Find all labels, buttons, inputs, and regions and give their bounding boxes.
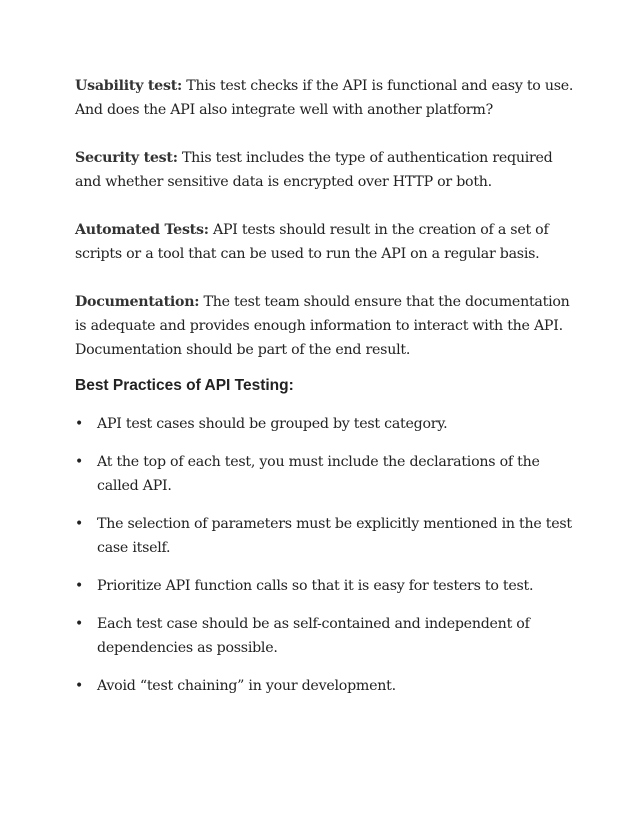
best-practices-list [75, 412, 575, 698]
paragraph-text: This test includes the type of authentication required and whether sensitive data is encrypted over HTTP or both. [75, 150, 553, 190]
list-item-text: The selection of parameters must be explicitly mentioned in the test case itself. [97, 516, 572, 556]
list-item-text: Prioritize API function calls so that it is easy for testers to test. [97, 578, 534, 594]
paragraph-term: Automated Tests: [75, 222, 209, 238]
list-item [75, 450, 575, 498]
list-item [75, 412, 575, 436]
paragraph-text: This test checks if the API is functional and easy to use. And does the API also integrate well with another platform? [75, 78, 574, 118]
paragraph-term: Documentation: [75, 294, 200, 310]
bullet-icon: • [75, 578, 84, 594]
document-page [75, 74, 575, 712]
bullet-icon: • [75, 416, 84, 432]
list-item [75, 612, 575, 660]
list-item-text: Avoid “test chaining” in your development. [97, 678, 396, 694]
list-item [75, 674, 575, 698]
paragraph-term: Security test: [75, 150, 178, 166]
paragraph-term: Usability test: [75, 78, 182, 94]
bullet-icon: • [75, 616, 84, 632]
security-test-paragraph [75, 146, 575, 194]
bullet-icon: • [75, 454, 84, 470]
documentation-paragraph [75, 290, 575, 362]
usability-test-paragraph [75, 74, 575, 122]
list-item-text: Each test case should be as self-contained and independent of dependencies as possible. [97, 616, 530, 656]
section-heading: Best Practices of API Testing: [75, 377, 294, 394]
paragraph-text: API tests should result in the creation of a set of scripts or a tool that can be used to run the API on a regular basis. [75, 222, 549, 262]
list-item [75, 512, 575, 560]
bullet-icon: • [75, 516, 84, 532]
list-item-text: At the top of each test, you must include the declarations of the called API. [97, 454, 540, 494]
list-item [75, 574, 575, 598]
automated-tests-paragraph [75, 218, 575, 266]
paragraph-text: The test team should ensure that the documentation is adequate and provides enough information to interact with the API. Documentation should be part of the end result. [75, 294, 570, 358]
bullet-icon: • [75, 678, 84, 694]
list-item-text: API test cases should be grouped by test category. [97, 416, 448, 432]
